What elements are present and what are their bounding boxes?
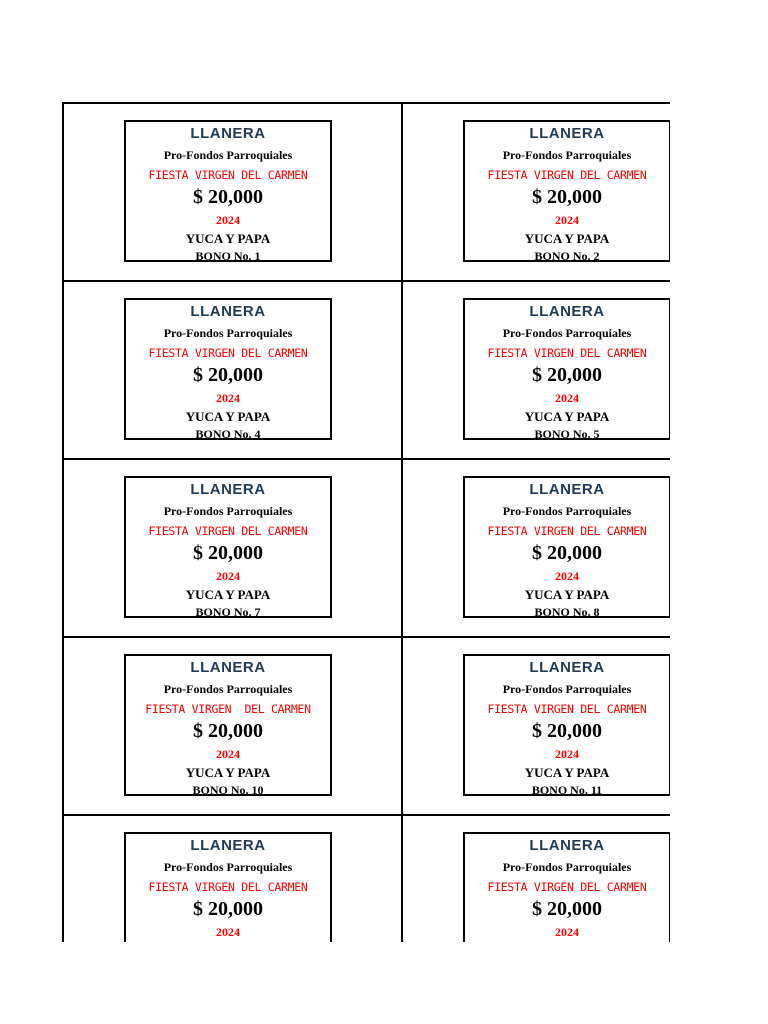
ticket-brand: LLANERA: [529, 481, 605, 498]
grid-line-row-3: [62, 636, 670, 638]
ticket-subtitle: Pro-Fondos Parroquiales: [163, 504, 293, 518]
ticket-year: 2024: [216, 569, 240, 583]
ticket-bono-number: BONO No. 5: [534, 427, 600, 441]
ticket-bono-11: [463, 654, 670, 796]
ticket-event: FIESTA VIRGEN DEL CARMEN: [148, 880, 308, 894]
ticket-brand: LLANERA: [529, 659, 605, 676]
ticket-event: FIESTA VIRGEN DEL CARMEN: [148, 524, 308, 538]
ticket-subtitle: Pro-Fondos Parroquiales: [163, 148, 293, 162]
ticket-bono-number: BONO No. 7: [195, 605, 261, 619]
ticket-price: $ 20,000: [532, 898, 602, 920]
ticket-price: $ 20,000: [193, 542, 263, 564]
ticket-year: 2024: [216, 213, 240, 227]
ticket-year: 2024: [555, 569, 579, 583]
ticket-bono-2: [463, 120, 670, 262]
ticket-prize: YUCA Y PAPA: [185, 231, 271, 246]
ticket-row-5-right: [463, 832, 670, 942]
ticket-subtitle: Pro-Fondos Parroquiales: [163, 326, 293, 340]
ticket-prize: YUCA Y PAPA: [185, 409, 271, 424]
grid-line-top: [62, 102, 670, 104]
ticket-price: $ 20,000: [532, 186, 602, 208]
ticket-year: 2024: [216, 747, 240, 761]
ticket-prize: YUCA Y PAPA: [185, 765, 271, 780]
ticket-year: 2024: [555, 747, 579, 761]
ticket-brand: LLANERA: [529, 125, 605, 142]
ticket-event: FIESTA VIRGEN DEL CARMEN: [487, 168, 647, 182]
ticket-bono-8: [463, 476, 670, 618]
ticket-bono-number: BONO No. 2: [534, 249, 600, 263]
ticket-subtitle: Pro-Fondos Parroquiales: [502, 148, 632, 162]
ticket-subtitle: Pro-Fondos Parroquiales: [502, 860, 632, 874]
ticket-price: $ 20,000: [532, 364, 602, 386]
ticket-year: 2024: [555, 925, 579, 939]
ticket-bono-number: BONO No. 10: [192, 783, 264, 797]
ticket-brand: LLANERA: [529, 837, 605, 854]
ticket-subtitle: Pro-Fondos Parroquiales: [502, 504, 632, 518]
ticket-prize: YUCA Y PAPA: [185, 587, 271, 602]
ticket-subtitle: Pro-Fondos Parroquiales: [502, 326, 632, 340]
ticket-price: $ 20,000: [532, 720, 602, 742]
ticket-price: $ 20,000: [193, 364, 263, 386]
ticket-subtitle: Pro-Fondos Parroquiales: [163, 682, 293, 696]
ticket-prize: YUCA Y PAPA: [524, 587, 610, 602]
ticket-sheet: [62, 102, 670, 942]
grid-line-row-2: [62, 458, 670, 460]
ticket-prize: YUCA Y PAPA: [524, 231, 610, 246]
ticket-year: 2024: [555, 391, 579, 405]
ticket-prize: YUCA Y PAPA: [524, 765, 610, 780]
ticket-bono-7: [124, 476, 332, 618]
ticket-row-5-left: [124, 832, 332, 942]
ticket-bono-number: BONO No. 11: [531, 783, 603, 797]
ticket-bono-number: BONO No. 4: [195, 427, 261, 441]
ticket-bono-1: [124, 120, 332, 262]
ticket-year: 2024: [216, 925, 240, 939]
ticket-bono-10: [124, 654, 332, 796]
ticket-event: FIESTA VIRGEN DEL CARMEN: [487, 880, 647, 894]
grid-line-row-4: [62, 814, 670, 816]
ticket-year: 2024: [555, 213, 579, 227]
ticket-price: $ 20,000: [193, 186, 263, 208]
ticket-price: $ 20,000: [193, 898, 263, 920]
ticket-event: FIESTA VIRGEN DEL CARMEN: [487, 346, 647, 360]
grid-line-left: [62, 102, 64, 942]
ticket-year: 2024: [216, 391, 240, 405]
ticket-bono-4: [124, 298, 332, 440]
ticket-brand: LLANERA: [190, 659, 266, 676]
ticket-event: FIESTA VIRGEN DEL CARMEN: [487, 702, 647, 716]
grid-line-row-1: [62, 280, 670, 282]
ticket-price: $ 20,000: [532, 542, 602, 564]
ticket-brand: LLANERA: [190, 837, 266, 854]
ticket-price: $ 20,000: [193, 720, 263, 742]
ticket-bono-number: BONO No. 8: [534, 605, 600, 619]
ticket-event: FIESTA VIRGEN DEL CARMEN: [145, 702, 311, 716]
ticket-brand: LLANERA: [190, 125, 266, 142]
ticket-event: FIESTA VIRGEN DEL CARMEN: [148, 168, 308, 182]
grid-line-middle: [401, 102, 403, 942]
ticket-bono-5: [463, 298, 670, 440]
ticket-brand: LLANERA: [190, 481, 266, 498]
ticket-event: FIESTA VIRGEN DEL CARMEN: [487, 524, 647, 538]
ticket-brand: LLANERA: [190, 303, 266, 320]
ticket-subtitle: Pro-Fondos Parroquiales: [502, 682, 632, 696]
ticket-bono-number: BONO No. 1: [195, 249, 261, 263]
ticket-prize: YUCA Y PAPA: [524, 409, 610, 424]
ticket-brand: LLANERA: [529, 303, 605, 320]
ticket-event: FIESTA VIRGEN DEL CARMEN: [148, 346, 308, 360]
ticket-subtitle: Pro-Fondos Parroquiales: [163, 860, 293, 874]
